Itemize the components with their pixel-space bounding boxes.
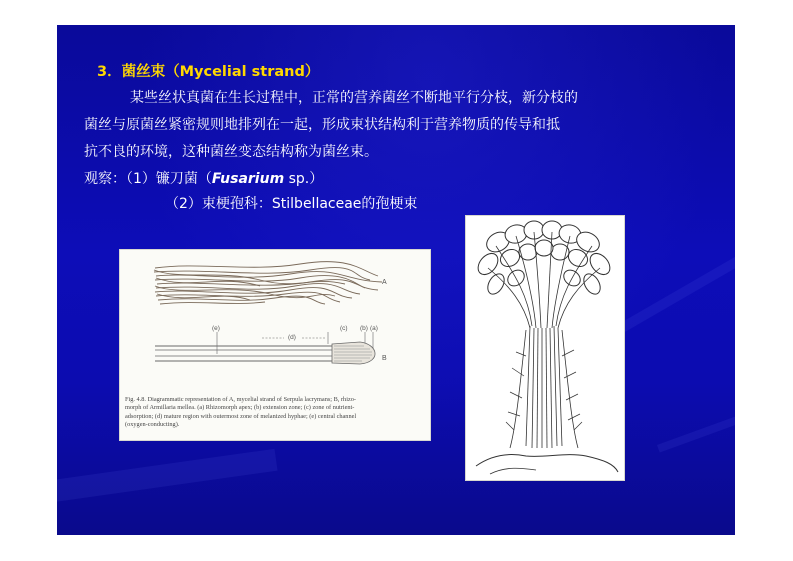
synnema-head	[474, 221, 614, 297]
label-B: B	[382, 355, 387, 362]
caption-line-2: morph of Armillaria mellea. (a) Rhizomorph apex; (b) extension zone; (c) zone of nutrient-	[125, 404, 355, 412]
label-b: (b)	[360, 325, 368, 332]
caption-line-4: (oxygen-conducting).	[125, 421, 180, 429]
label-e: (e)	[212, 325, 220, 332]
label-A: A	[382, 279, 387, 286]
observe-tail: sp.）	[284, 171, 324, 187]
figure-mycelial-strand	[119, 249, 431, 441]
label-c: (c)	[340, 325, 348, 332]
observe-lead: 观察：（1）镰刀菌（	[84, 171, 212, 187]
rhizomorph-B	[155, 342, 375, 364]
figure-synnema	[465, 215, 625, 481]
synnema-drawing	[466, 216, 624, 480]
figure-caption	[125, 396, 415, 430]
substrate-line-2	[490, 468, 536, 474]
genus-name: Fusarium	[211, 171, 285, 187]
paragraph-line-1: 某些丝状真菌在生长过程中，正常的营养菌丝不断地平行分枝，新分枝的	[130, 90, 578, 106]
caption-line-1: Fig. 4.8. Diagrammatic representation of A, mycelial strand of Serpula lacrymans; B, rhizo-	[125, 396, 356, 403]
paragraph-line-2: 菌丝与原菌丝紧密规则地排列在一起，形成束状结构利于营养物质的传导和抵	[84, 117, 560, 133]
label-d: (d)	[288, 334, 296, 341]
synnema-side-hairs	[506, 350, 582, 430]
label-a: (a)	[370, 325, 378, 332]
substrate-line	[476, 455, 618, 472]
caption-line-3: adsorption; (d) mature region with outermost zone of melanized hyphae; (e) central channel	[125, 412, 357, 420]
slide-heading: 3．菌丝束（Mycelial strand）	[97, 64, 320, 80]
slide	[57, 25, 735, 535]
strand-A-hyphae	[154, 262, 382, 304]
observe-line-1	[84, 168, 323, 188]
observe-line-2: （2）束梗孢科：Stilbellaceae的孢梗束	[165, 196, 418, 212]
paragraph-line-3: 抗不良的环境，这种菌丝变态结构称为菌丝束。	[84, 144, 378, 160]
